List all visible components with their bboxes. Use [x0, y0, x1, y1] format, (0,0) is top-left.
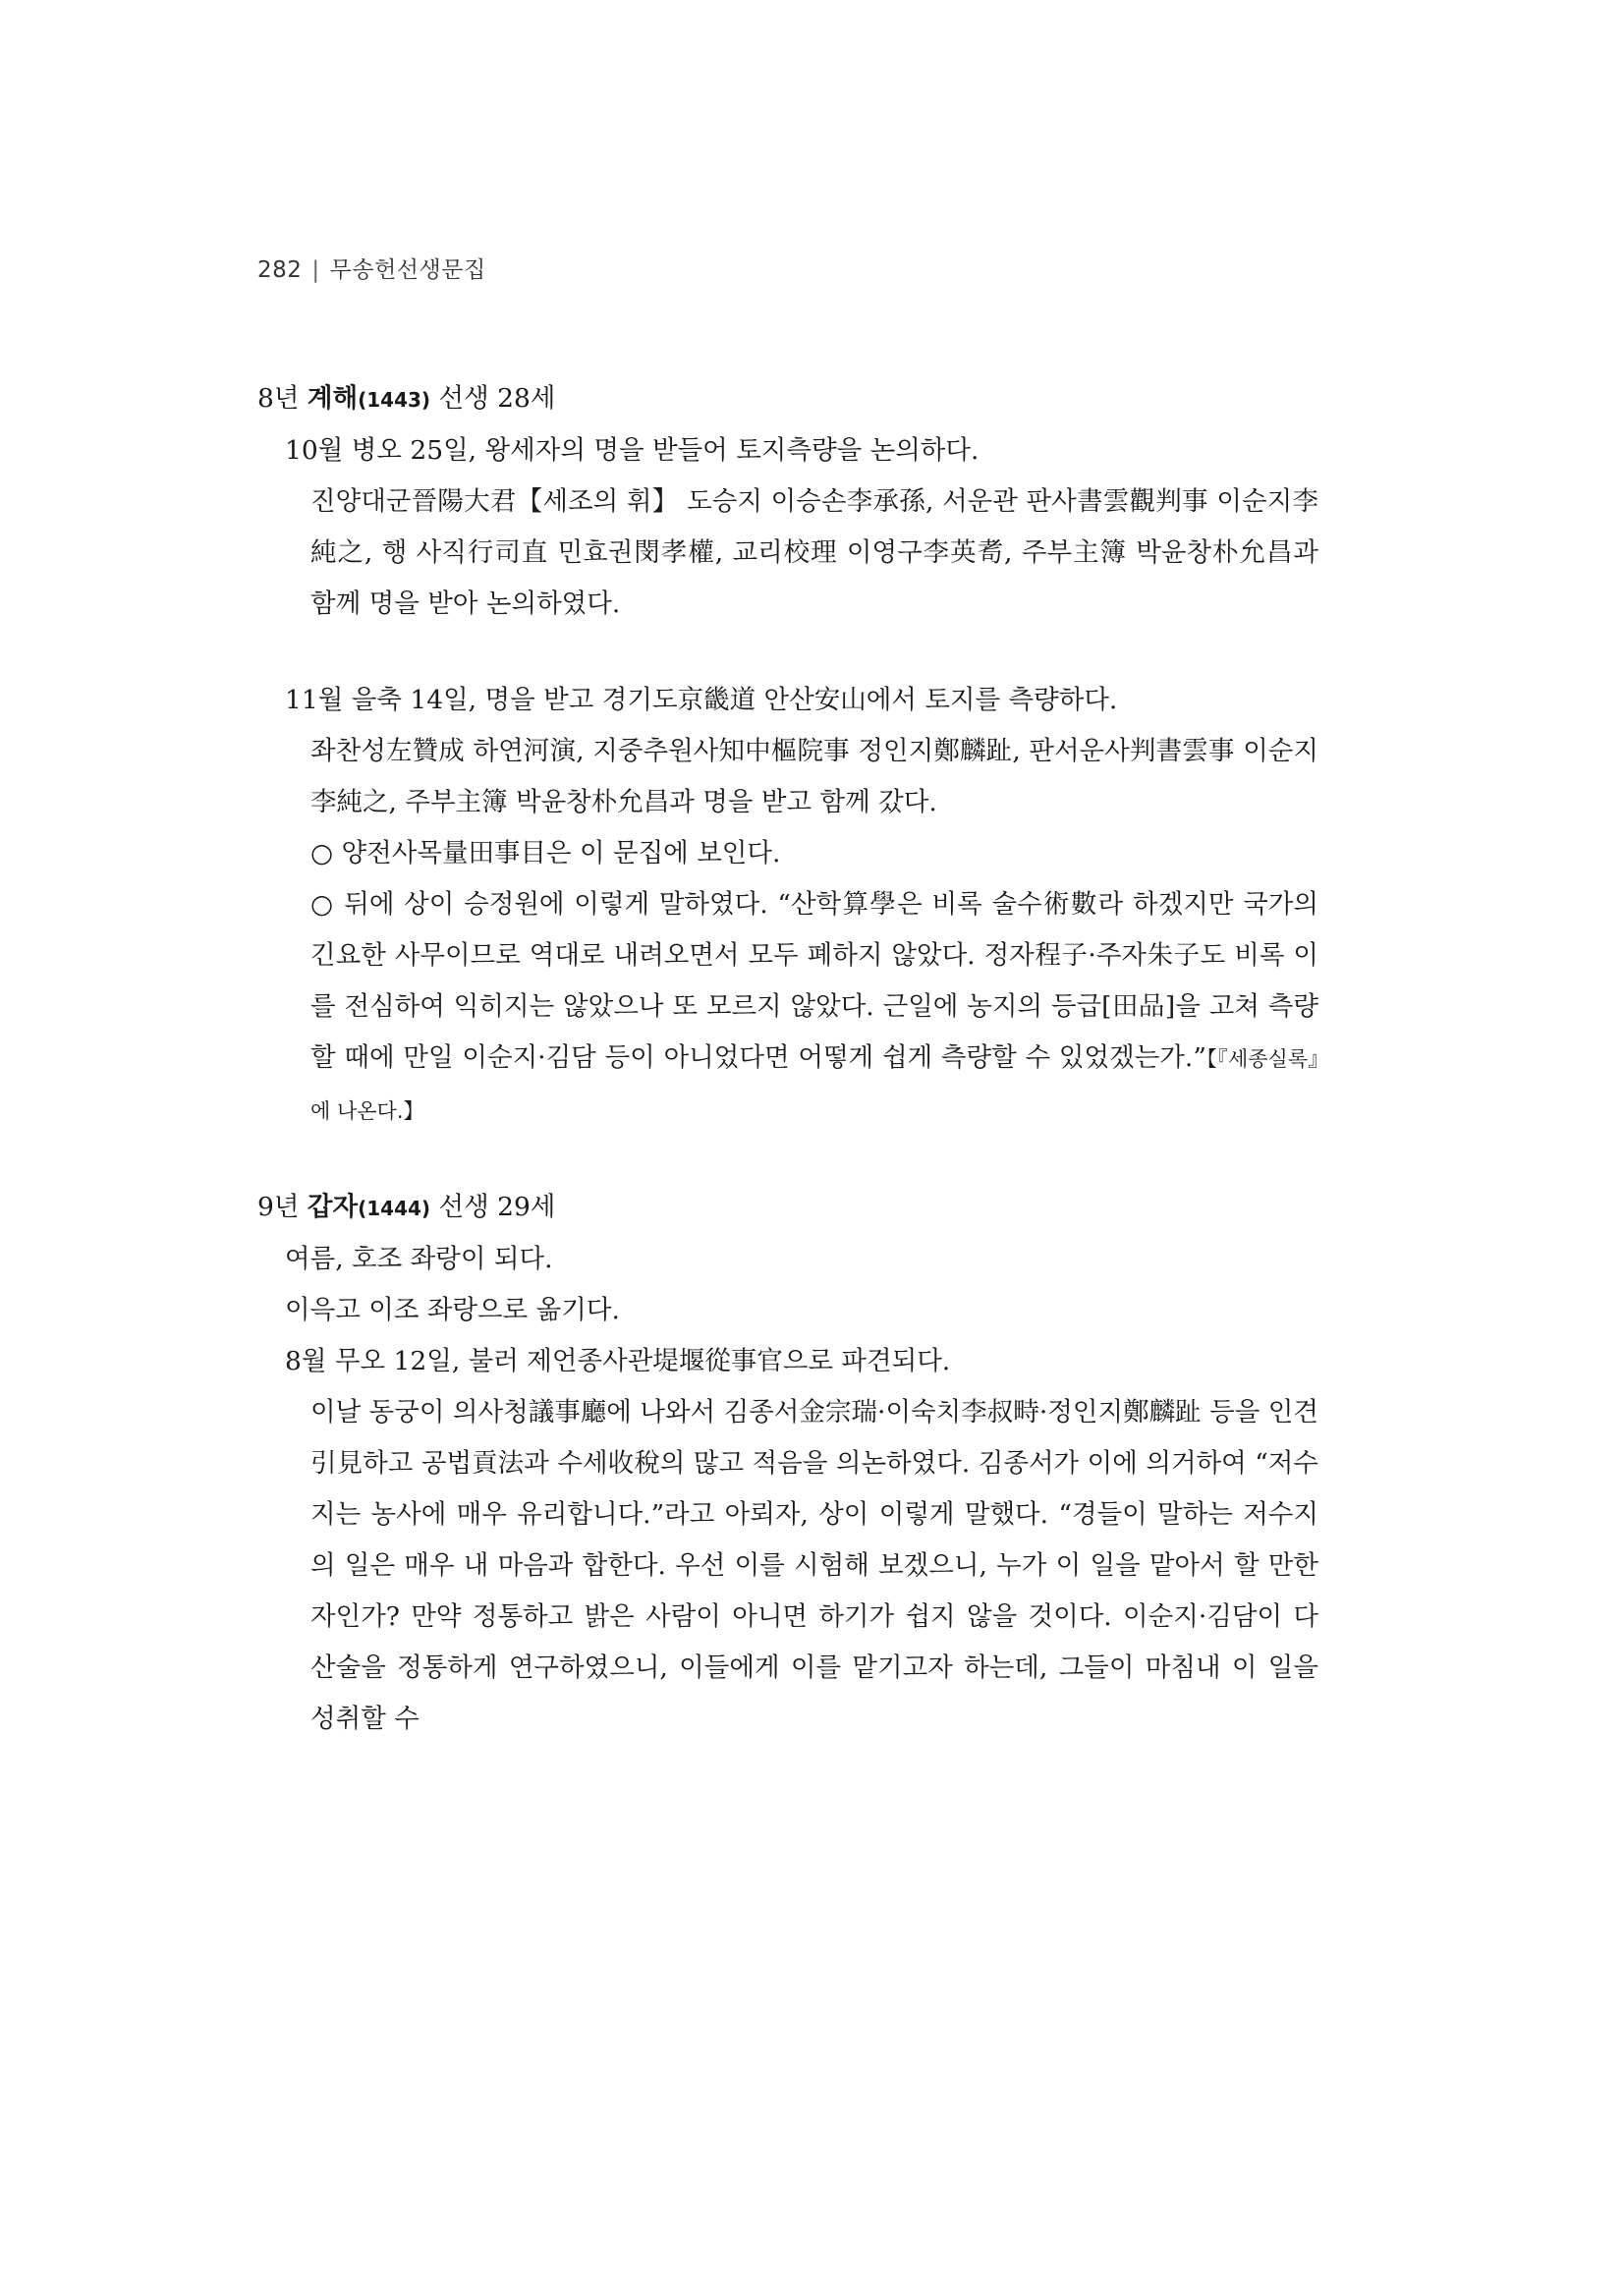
book-title: 무송헌선생문집: [329, 257, 486, 283]
document-body: [257, 373, 1318, 1745]
entry-title: 10월 병오 25일, 왕세자의 명을 받들어 토지측량을 논의하다.: [285, 435, 980, 466]
year-heading: 9년 갑자(1444) 선생 29세: [257, 1192, 556, 1222]
entry-paragraph: 좌찬성左贊成 하연河演, 지중추원사知中樞院事 정인지鄭麟趾, 판서운사判書雲事 이순지李純之, 주부主簿 박윤창朴允昌과 명을 받고 함께 갔다.: [310, 736, 1318, 817]
source-note: 【『세종실록』에 나온다.】: [310, 1047, 1318, 1123]
entry-paragraph: ○ 양전사목量田事目은 이 문집에 보인다.: [310, 838, 781, 868]
entry-title: 이윽고 이조 좌랑으로 옮기다.: [285, 1295, 620, 1325]
entry-paragraph: 진양대군晉陽大君【세조의 휘】 도승지 이승손李承孫, 서운관 판사書雲觀判事 이순지李純之, 행 사직行司直 민효권閔孝權, 교리校理 이영구李英耉, 주부主簿 박윤창朴允昌과 함께 명을 받아 논의하였다.: [310, 486, 1318, 619]
page-number: 282: [257, 257, 303, 283]
entry-title: 여름, 호조 좌랑이 되다.: [285, 1244, 553, 1274]
entry-paragraph-with-note: [257, 879, 1318, 1137]
entry-paragraph: 이날 동궁이 의사청議事廳에 나와서 김종서金宗瑞·이숙치李叔畤·정인지鄭麟趾 등을 인견引見하고 공법貢法과 수세收稅의 많고 적음을 의논하였다. 김종서가 이에 의거하여 “저수지는 농사에 매우 유리합니다.”라고 아뢰자, 상이 이렇게 말했다. “경들이 말하는 저수지의 일은 매우 내 마음과 합한다. 우선 이를 시험해 보겠으니, 누가 이 일을 맡아서 할 만한 자인가? 만약 정통하고 밝은 사람이 아니면 하기가 쉽지 않을 것이다. 이순지·김담이 다 산술을 정통하게 연구하였으니, 이들에게 이를 맡기고자 하는데, 그들이 마침내 이 일을 성취할 수: [310, 1397, 1318, 1734]
entry-title: 8월 무오 12일, 불러 제언종사관堤堰從事官으로 파견되다.: [285, 1346, 951, 1376]
page-header: [257, 252, 486, 284]
year-heading: 8년 계해(1443) 선생 28세: [257, 383, 556, 414]
entry-title: 11월 을축 14일, 명을 받고 경기도京畿道 안산安山에서 토지를 측량하다.: [285, 685, 1118, 715]
header-separator: |: [311, 257, 320, 283]
entry-paragraph: ○ 뒤에 상이 승정원에 이렇게 말하였다. “산학算學은 비록 술수術數라 하겠지만 국가의 긴요한 사무이므로 역대로 내려오면서 모두 폐하지 않았다. 정자程子·주자朱子도 비록 이를 전심하여 익히지는 않았으나 또 모르지 않았다. 근일에 농지의 등급[田品]을 고쳐 측량할 때에 만일 이순지·김담 등이 아니었다면 어떻게 쉽게 측량할 수 있었겠는가.”: [310, 889, 1318, 1073]
